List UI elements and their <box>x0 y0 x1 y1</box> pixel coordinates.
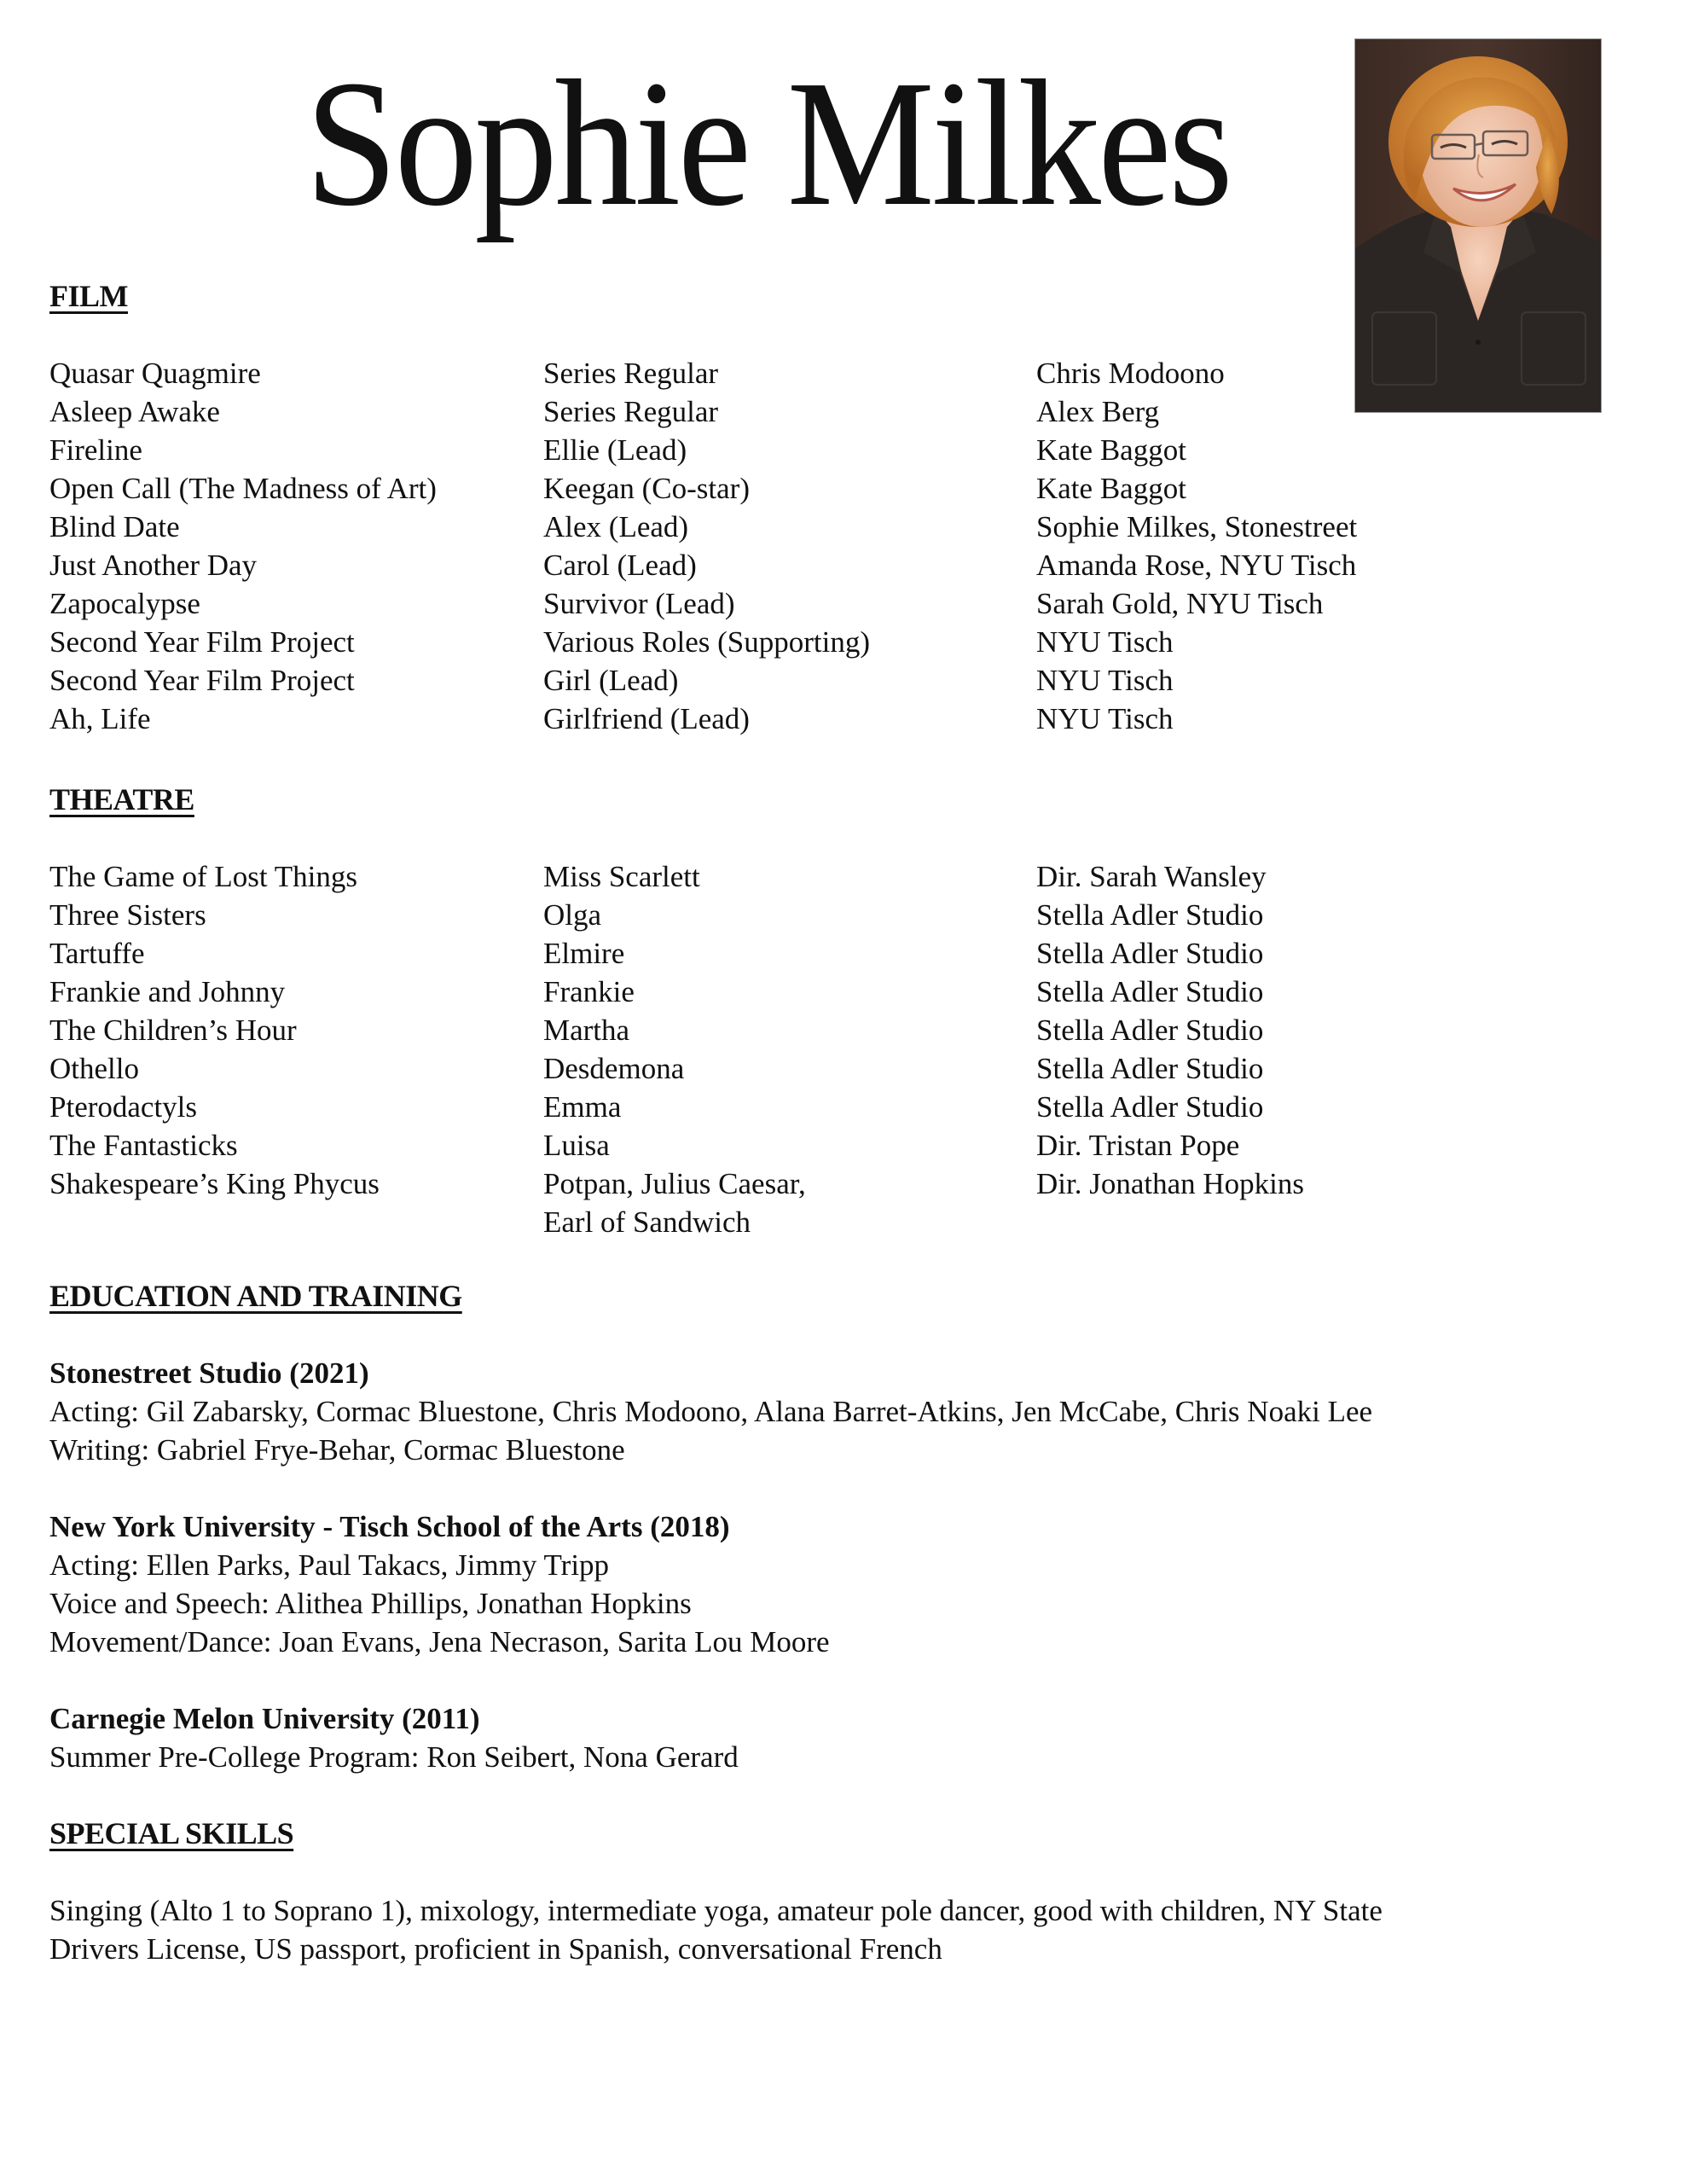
education-entry <box>49 1507 1636 1661</box>
education-entry-line: Movement/Dance: Joan Evans, Jena Necrason, Sarita Lou Moore <box>49 1625 830 1658</box>
skills-line: Singing (Alto 1 to Soprano 1), mixology, intermediate yoga, amateur pole dancer, good with children, NY State <box>49 1894 1383 1927</box>
credit-director: NYU Tisch <box>1036 702 1174 735</box>
education-entry-line: Acting: Gil Zabarsky, Cormac Bluestone, Chris Modoono, Alana Barret-Atkins, Jen McCabe, Chris Noaki Lee <box>49 1395 1373 1428</box>
credit-title: Open Call (The Madness of Art) <box>49 472 437 505</box>
credit-director: NYU Tisch <box>1036 625 1174 659</box>
credit-title: Tartuffe <box>49 937 145 970</box>
credit-role: Carol (Lead) <box>543 549 697 582</box>
education-entry <box>49 1354 1636 1469</box>
education-entry-line: Summer Pre-College Program: Ron Seibert, Nona Gerard <box>49 1740 739 1774</box>
credit-role: Alex (Lead) <box>543 510 689 543</box>
credit-role: Ellie (Lead) <box>543 433 687 467</box>
credit-title: Second Year Film Project <box>49 664 355 697</box>
credit-director: Dir. Jonathan Hopkins <box>1036 1167 1305 1200</box>
credit-row <box>49 973 1585 1011</box>
credit-director <box>1036 1203 1548 1241</box>
credit-title: Frankie and Johnny <box>49 975 286 1008</box>
credit-row <box>49 1049 1585 1088</box>
credit-row <box>49 469 1585 508</box>
credit-director: Amanda Rose, NYU Tisch <box>1036 549 1357 582</box>
credit-row <box>49 1203 1585 1241</box>
credit-row <box>49 700 1585 738</box>
resume-name: Sophie Milkes <box>304 43 1231 243</box>
education-entry <box>49 1699 1636 1776</box>
credit-title: The Fantasticks <box>49 1129 238 1162</box>
credit-director: Sarah Gold, NYU Tisch <box>1036 587 1324 620</box>
credit-director: NYU Tisch <box>1036 664 1174 697</box>
credit-director: Alex Berg <box>1036 395 1160 428</box>
credit-director: Stella Adler Studio <box>1036 1014 1264 1047</box>
theatre-credits-table <box>49 857 1585 1241</box>
credit-row <box>49 661 1585 700</box>
section-heading-skills: SPECIAL SKILLS <box>49 1816 294 1850</box>
credit-title: Just Another Day <box>49 549 258 582</box>
credit-role: Girlfriend (Lead) <box>543 702 750 735</box>
section-heading-theatre: THEATRE <box>49 782 194 816</box>
credit-row <box>49 934 1585 973</box>
credit-director: Kate Baggot <box>1036 472 1186 505</box>
credit-role: Series Regular <box>543 357 719 390</box>
credit-title: Pterodactyls <box>49 1090 198 1124</box>
credit-director: Chris Modoono <box>1036 357 1225 390</box>
credit-row <box>49 1165 1585 1203</box>
credit-row <box>49 623 1585 661</box>
credit-director: Stella Adler Studio <box>1036 937 1264 970</box>
credit-director: Stella Adler Studio <box>1036 1090 1264 1124</box>
credit-row <box>49 584 1585 623</box>
special-skills-text <box>49 1891 1636 1968</box>
credit-director: Kate Baggot <box>1036 433 1186 467</box>
credit-row <box>49 392 1585 431</box>
credit-title: Shakespeare’s King Phycus <box>49 1167 380 1200</box>
credit-role: Series Regular <box>543 395 719 428</box>
credit-title <box>49 1203 543 1241</box>
credit-row <box>49 546 1585 584</box>
section-heading-education: EDUCATION AND TRAINING <box>49 1279 462 1313</box>
credit-director: Dir. Sarah Wansley <box>1036 860 1267 893</box>
credit-role: Various Roles (Supporting) <box>543 625 871 659</box>
credit-row <box>49 1088 1585 1126</box>
education-entry-title: Stonestreet Studio (2021) <box>49 1356 369 1390</box>
section-heading-film: FILM <box>49 279 128 313</box>
credit-role: Desdemona <box>543 1052 685 1085</box>
credit-role: Girl (Lead) <box>543 664 679 697</box>
credit-director: Stella Adler Studio <box>1036 1052 1264 1085</box>
credit-row <box>49 1011 1585 1049</box>
education-entry-line: Voice and Speech: Alithea Phillips, Jonathan Hopkins <box>49 1587 692 1620</box>
credit-title: Second Year Film Project <box>49 625 355 659</box>
credit-row <box>49 431 1585 469</box>
education-entry-title: New York University - Tisch School of the Arts (2018) <box>49 1510 730 1543</box>
credit-row <box>49 857 1585 896</box>
credit-role: Potpan, Julius Caesar, <box>543 1167 806 1200</box>
credit-role: Emma <box>543 1090 622 1124</box>
credit-title: Othello <box>49 1052 139 1085</box>
credit-role: Elmire <box>543 937 625 970</box>
credit-director: Stella Adler Studio <box>1036 898 1264 932</box>
credit-row <box>49 1126 1585 1165</box>
credit-row <box>49 354 1585 392</box>
credit-role: Frankie <box>543 975 635 1008</box>
credit-role: Keegan (Co-star) <box>543 472 750 505</box>
credit-role: Martha <box>543 1014 630 1047</box>
credit-row <box>49 896 1585 934</box>
credit-title: Three Sisters <box>49 898 206 932</box>
credit-role: Olga <box>543 898 602 932</box>
credit-title: Quasar Quagmire <box>49 357 261 390</box>
credit-title: Blind Date <box>49 510 180 543</box>
credit-row <box>49 508 1585 546</box>
credit-title: Fireline <box>49 433 142 467</box>
credit-title: The Game of Lost Things <box>49 860 357 893</box>
credit-role: Survivor (Lead) <box>543 587 735 620</box>
education-entry-title: Carnegie Melon University (2011) <box>49 1702 480 1735</box>
education-entry-line: Acting: Ellen Parks, Paul Takacs, Jimmy Tripp <box>49 1548 610 1582</box>
credit-director: Dir. Tristan Pope <box>1036 1129 1240 1162</box>
skills-line: Drivers License, US passport, proficient in Spanish, conversational French <box>49 1932 942 1966</box>
credit-title: Ah, Life <box>49 702 151 735</box>
credit-role: Earl of Sandwich <box>543 1205 751 1239</box>
credit-director: Stella Adler Studio <box>1036 975 1264 1008</box>
credit-director: Sophie Milkes, Stonestreet <box>1036 510 1358 543</box>
credit-title: Asleep Awake <box>49 395 220 428</box>
credit-role: Miss Scarlett <box>543 860 700 893</box>
credit-title: The Children’s Hour <box>49 1014 297 1047</box>
film-credits-table <box>49 354 1585 738</box>
credit-title: Zapocalypse <box>49 587 200 620</box>
credit-role: Luisa <box>543 1129 610 1162</box>
education-entry-line: Writing: Gabriel Frye-Behar, Cormac Bluestone <box>49 1433 625 1467</box>
